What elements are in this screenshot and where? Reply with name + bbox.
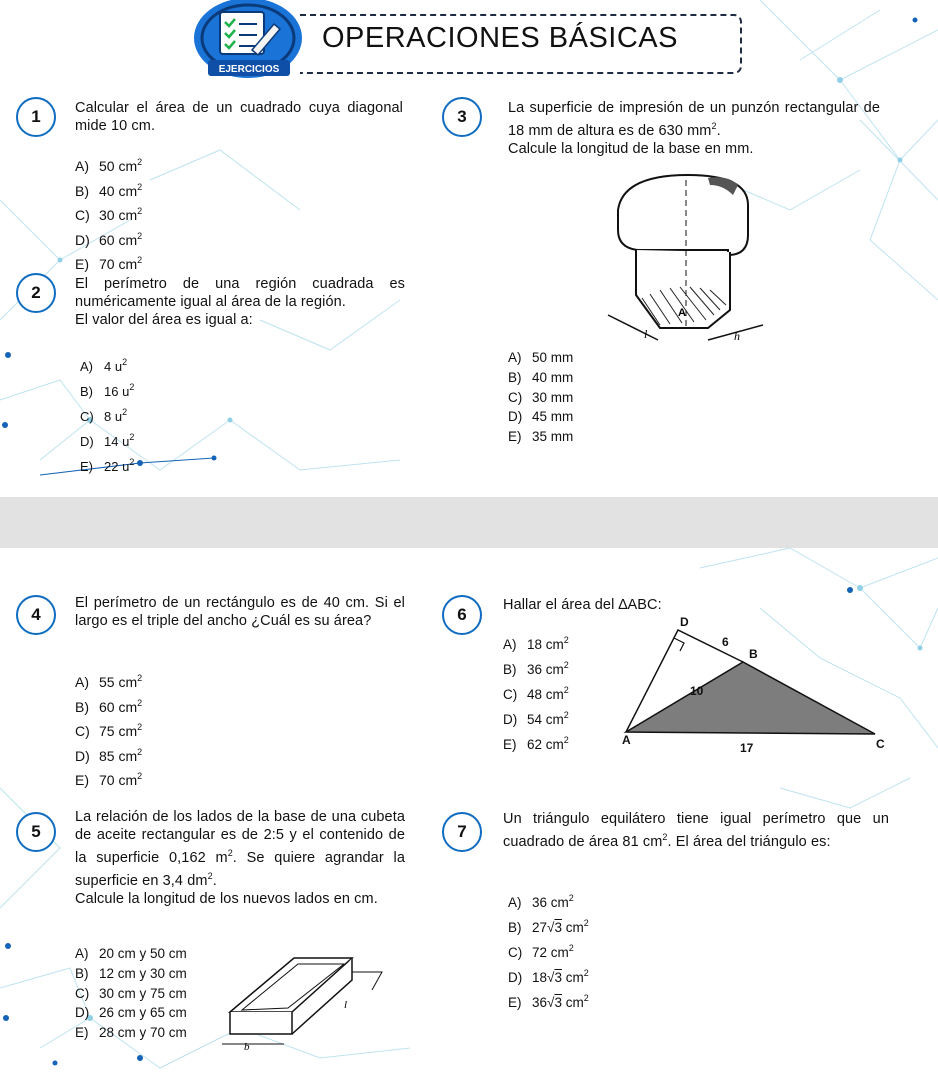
svg-text:6: 6 <box>722 635 729 649</box>
option-6a[interactable]: A) 18 $cm^2$ <box>503 635 569 652</box>
page-title: OPERACIONES BÁSICAS <box>322 22 678 54</box>
question-7-text: Un triángulo equilátero tiene igual perímetro que un cuadrado de área 81 $cm^2$. El área del triángulo es: <box>503 811 889 850</box>
worksheet-page-1 <box>0 0 938 497</box>
svg-text:17: 17 <box>740 741 754 755</box>
question-5-text: La relación de los lados de la base de una cubeta de aceite rectangular es de 2:5 y el contenido de la superficie 0,162 $m^2$. Se quiere agrandar la superficie en 3,4 $dm^2$. Calcule la longitud de los nuevos lados en cm. <box>75 809 405 907</box>
question-5-options <box>75 944 187 1043</box>
option-1b[interactable]: B) 40 $cm^2$ <box>75 181 143 199</box>
option-5e[interactable]: E) 28 cm y 70 cm <box>75 1025 187 1041</box>
option-5d[interactable]: D) 26 cm y 65 cm <box>75 1005 187 1021</box>
question-4-text: El perímetro de un rectángulo es de 40 cm. Si el largo es el triple del ancho ¿Cuál es su área? <box>75 595 405 629</box>
option-3d[interactable]: D) 45 mm <box>508 409 574 425</box>
worksheet-page-2 <box>0 548 938 1076</box>
option-3a[interactable]: A) 50 mm <box>508 350 574 365</box>
triangle-abc-figure <box>618 610 888 760</box>
question-1-options <box>75 152 142 275</box>
question-number-5: 5 <box>16 812 56 852</box>
punch-figure <box>598 170 768 350</box>
oil-tray-figure <box>222 950 392 1050</box>
badge-label: EJERCICIOS <box>218 64 280 75</box>
option-7e[interactable]: E) 36√3 $cm^2$ <box>508 993 589 1010</box>
svg-text:h: h <box>734 329 740 343</box>
svg-text:b: b <box>244 1041 250 1050</box>
question-number-6: 6 <box>442 595 482 635</box>
option-1e[interactable]: E) 70 $cm^2$ <box>75 255 143 272</box>
option-3c[interactable]: C) 30 mm <box>508 389 574 405</box>
triangle-abc <box>626 662 875 734</box>
question-number-2: 2 <box>16 273 56 313</box>
question-number-3: 3 <box>442 97 482 137</box>
option-7a[interactable]: A) 36 $cm^2$ <box>508 893 574 910</box>
option-4a[interactable]: A) 55 $cm^2$ <box>75 673 143 690</box>
option-6b[interactable]: B) 36 $cm^2$ <box>503 660 569 677</box>
svg-text:C: C <box>876 737 885 751</box>
option-5c[interactable]: C) 30 cm y 75 cm <box>75 985 187 1001</box>
question-7-options <box>508 888 589 1013</box>
svg-text:l: l <box>644 327 648 341</box>
option-3b[interactable]: B) 40 mm <box>508 369 574 385</box>
exercise-badge <box>192 0 307 80</box>
option-2b[interactable]: B) 16 $u^2$ <box>80 382 135 399</box>
option-7c[interactable]: C) 72 $cm^2$ <box>508 943 574 960</box>
option-2a[interactable]: A) 4 $u^2$ <box>80 357 128 374</box>
question-number-1: 1 <box>16 97 56 137</box>
page-separator <box>0 497 938 549</box>
option-2d[interactable]: D) 14 $u^2$ <box>80 432 135 449</box>
option-4e[interactable]: E) 70 $cm^2$ <box>75 771 143 788</box>
question-1-text: Calcular el área de un cuadrado cuya diagonal mide 10 cm. <box>75 100 403 134</box>
option-3e[interactable]: E) 35 mm <box>508 429 574 445</box>
question-3-text: La superficie de impresión de un punzón rectangular de 18 mm de altura es de 630 $mm^2$. Calcule la longitud de la base en mm. <box>508 100 880 157</box>
question-2-options <box>80 352 134 477</box>
option-2c[interactable]: C) 8 $u^2$ <box>80 407 128 424</box>
svg-text:10: 10 <box>690 684 704 698</box>
question-number-7: 7 <box>442 812 482 852</box>
option-7b[interactable]: B) 27√3 $cm^2$ <box>508 918 589 935</box>
option-2e[interactable]: E) 22 $u^2$ <box>80 457 135 474</box>
question-3-options <box>508 348 573 447</box>
svg-text:B: B <box>749 647 758 661</box>
option-7d[interactable]: D) 18√3 $cm^2$ <box>508 968 589 985</box>
question-2-text: El perímetro de una región cuadrada es numéricamente igual al área de la región. El valor del área es igual a: <box>75 276 405 328</box>
question-6-options <box>503 630 569 755</box>
option-5b[interactable]: B) 12 cm y 30 cm <box>75 965 187 981</box>
option-4c[interactable]: C) 75 $cm^2$ <box>75 722 143 739</box>
option-4d[interactable]: D) 85 $cm^2$ <box>75 746 143 764</box>
option-6e[interactable]: E) 62 $cm^2$ <box>503 735 569 752</box>
question-number-4: 4 <box>16 595 56 635</box>
svg-text:A: A <box>678 307 686 319</box>
option-1a[interactable]: A) 50 $cm^2$ <box>75 157 143 174</box>
option-6c[interactable]: C) 48 $cm^2$ <box>503 685 569 702</box>
option-1c[interactable]: C) 30 $cm^2$ <box>75 206 143 223</box>
svg-text:A: A <box>622 733 631 747</box>
option-5a[interactable]: A) 20 cm y 50 cm <box>75 946 187 961</box>
svg-text:D: D <box>680 615 689 629</box>
option-6d[interactable]: D) 54 $cm^2$ <box>503 710 569 727</box>
option-1d[interactable]: D) 60 $cm^2$ <box>75 230 143 248</box>
svg-text:l: l <box>344 999 348 1011</box>
option-4b[interactable]: B) 60 $cm^2$ <box>75 697 143 715</box>
question-4-options <box>75 668 142 791</box>
question-6-text: Hallar el área del ∆ABC: <box>503 597 662 613</box>
